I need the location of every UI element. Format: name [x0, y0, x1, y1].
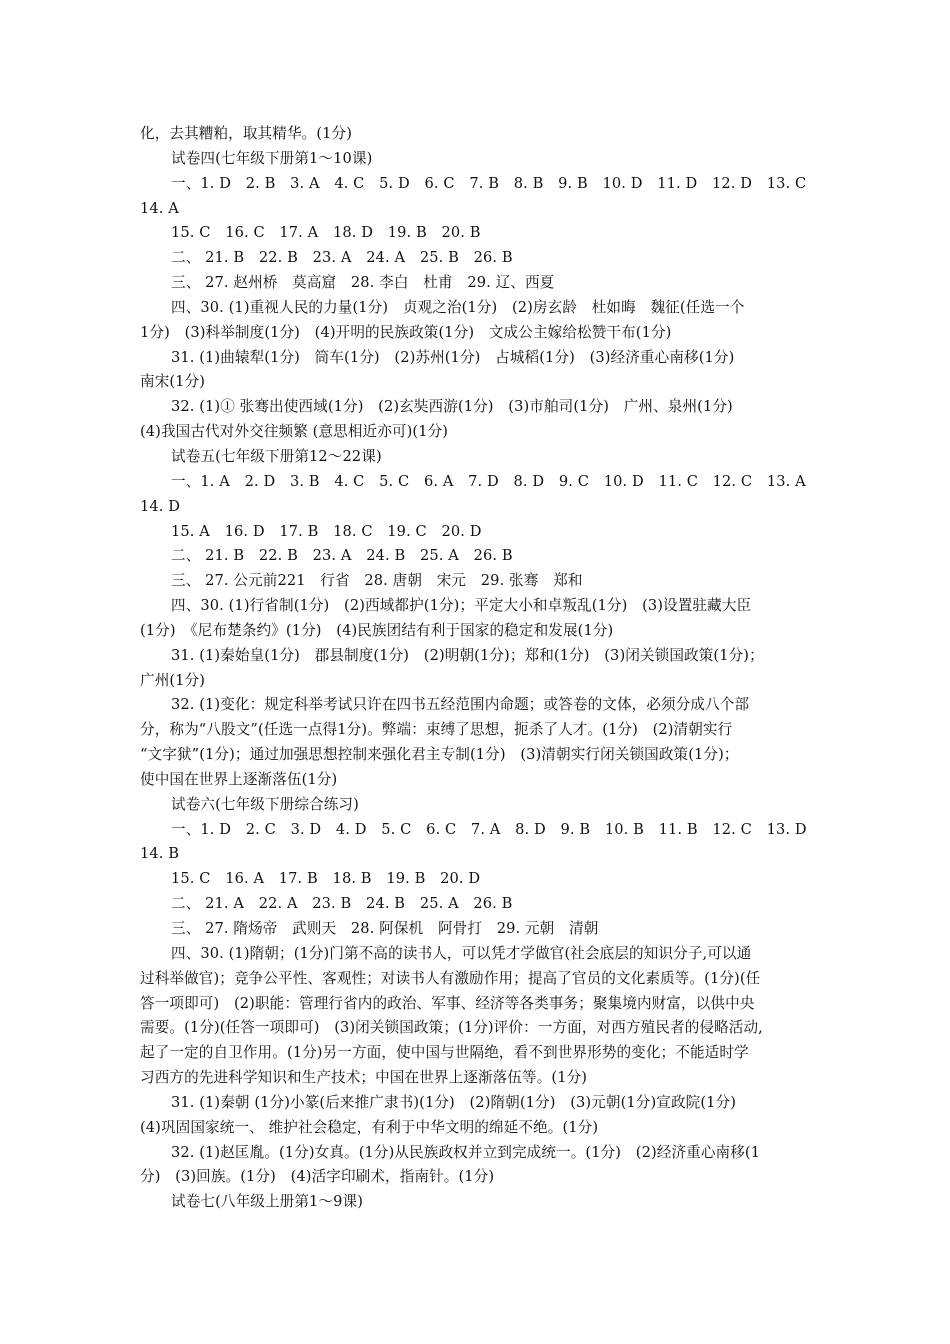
- text-line: 起了一定的自卫作用。(1分)另一方面，使中国与世隔绝，看不到世界形势的变化；不能适时学: [140, 1044, 749, 1062]
- text-line: 一、1. D 2. C 3. D 4. D 5. C 6. C 7. A 8. D 9. B 10. B 11. B 12. C 13. D: [171, 820, 807, 838]
- text-line: 过科举做官)；竞争公平性、客观性；对读书人有激励作用；提高了官员的文化素质等。(1分)(任: [140, 969, 761, 987]
- text-line: 三、 27. 公元前221 行省 28. 唐朝 宋元 29. 张骞 郑和: [171, 572, 583, 590]
- text-line: 四、30. (1)隋朝；(1分)门第不高的读书人，可以凭才学做官(社会底层的知识分子,可以通: [171, 944, 752, 962]
- text-line: 二、 21. B 22. B 23. A 24. B 25. A 26. B: [171, 547, 513, 565]
- text-line: 四、30. (1)重视人民的力量(1分) 贞观之治(1分) (2)房玄龄 杜如晦 魏征(任选一个: [171, 298, 745, 316]
- text-line: 14. A: [140, 199, 179, 217]
- text-line: 使中国在世界上逐渐落伍(1分): [140, 770, 338, 788]
- text-line: 1分) (3)科举制度(1分) (4)开明的民族政策(1分) 文成公主嫁给松赞干布(1分): [140, 323, 672, 341]
- text-line: 试卷五(七年级下册第12～22课): [171, 447, 382, 465]
- text-line: 32. (1)变化：规定科举考试只许在四书五经范围内命题；或答卷的文体，必须分成八个部: [171, 696, 750, 714]
- text-line: 二、 21. B 22. B 23. A 24. A 25. B 26. B: [171, 249, 513, 267]
- text-line: “文字狱”(1分)；通过加强思想控制来强化君主专制(1分) (3)清朝实行闭关锁国政策(1分)；: [140, 746, 739, 764]
- text-line: 31. (1)秦朝 (1分)小篆(后来推广隶书)(1分) (2)隋朝(1分) (3)元朝(1分)宣政院(1分): [171, 1093, 737, 1111]
- text-line: 二、 21. A 22. A 23. B 24. B 25. A 26. B: [171, 895, 513, 913]
- text-line: 14. B: [140, 845, 180, 863]
- text-line: 广州(1分): [140, 671, 206, 689]
- text-line: 三、 27. 赵州桥 莫高窟 28. 李白 杜甫 29. 辽、西夏: [171, 274, 555, 292]
- text-line: 试卷七(八年级上册第1～9课): [171, 1193, 363, 1211]
- text-line: 31. (1)曲辕犁(1分) 筒车(1分) (2)苏州(1分) 占城稻(1分) (3)经济重心南移(1分): [171, 348, 735, 366]
- text-line: 一、1. D 2. B 3. A 4. C 5. D 6. C 7. B 8. B 9. B 10. D 11. D 12. D 13. C: [171, 174, 807, 192]
- text-line: 分) (3)回族。(1分) (4)活字印刷术，指南针。(1分): [140, 1168, 495, 1186]
- text-line: 试卷六(七年级下册综合练习): [171, 795, 359, 813]
- text-line: 四、30. (1)行省制(1分) (2)西域都护(1分)；平定大小和卓叛乱(1分) (3)设置驻藏大臣: [171, 597, 752, 615]
- text-line: 一、1. A 2. D 3. B 4. C 5. C 6. A 7. D 8. D 9. C 10. D 11. C 12. C 13. A: [171, 472, 806, 490]
- document-page: [140, 122, 820, 1215]
- text-line: 需要。(1分)(任答一项即可) (3)闭关锁国政策；(1分)评价：一方面，对西方殖民者的侵略活动,: [140, 1019, 763, 1037]
- text-line: (4)我国古代对外交往频繁 (意思相近亦可)(1分): [140, 423, 449, 441]
- text-line: 15. A 16. D 17. B 18. C 19. C 20. D: [171, 522, 482, 540]
- text-line: 试卷四(七年级下册第1～10课): [171, 149, 373, 167]
- text-line: 分，称为“八股文”(任选一点得1分)。弊端：束缚了思想，扼杀了人才。(1分) (2)清朝实行: [140, 721, 733, 739]
- text-line: 答一项即可) (2)职能：管理行省内的政治、军事、经济等各类事务；聚集境内财富，以供中央: [140, 994, 755, 1012]
- text-line: (1分) 《尼布楚条约》(1分) (4)民族团结有利于国家的稳定和发展(1分): [140, 621, 614, 639]
- text-line: 14. D: [140, 497, 181, 515]
- text-line: 三、 27. 隋炀帝 武则天 28. 阿保机 阿骨打 29. 元朝 清朝: [171, 920, 599, 937]
- text-line: 31. (1)秦始皇(1分) 郡县制度(1分) (2)明朝(1分)；郑和(1分) (3)闭关锁国政策(1分)；: [171, 646, 764, 664]
- text-line: 15. C 16. A 17. B 18. B 19. B 20. D: [171, 870, 481, 888]
- text-line: 32. (1)① 张骞出使西域(1分) (2)玄奘西游(1分) (3)市舶司(1分) 广州、泉州(1分): [171, 398, 733, 416]
- text-line: 32. (1)赵匡胤。(1分)女真。(1分)从民族政权并立到完成统一。(1分) (2)经济重心南移(1: [171, 1143, 761, 1161]
- text-line: 南宋(1分): [140, 373, 206, 391]
- text-line: 15. C 16. C 17. A 18. D 19. B 20. B: [171, 224, 481, 242]
- text-line: 化，去其糟粕，取其精华。(1分): [140, 125, 352, 142]
- text-line: (4)巩固国家统一、 维护社会稳定，有利于中华文明的绵延不绝。(1分): [140, 1118, 599, 1136]
- text-line: 习西方的先进科学知识和生产技术；中国在世界上逐渐落伍等。(1分): [140, 1069, 588, 1087]
